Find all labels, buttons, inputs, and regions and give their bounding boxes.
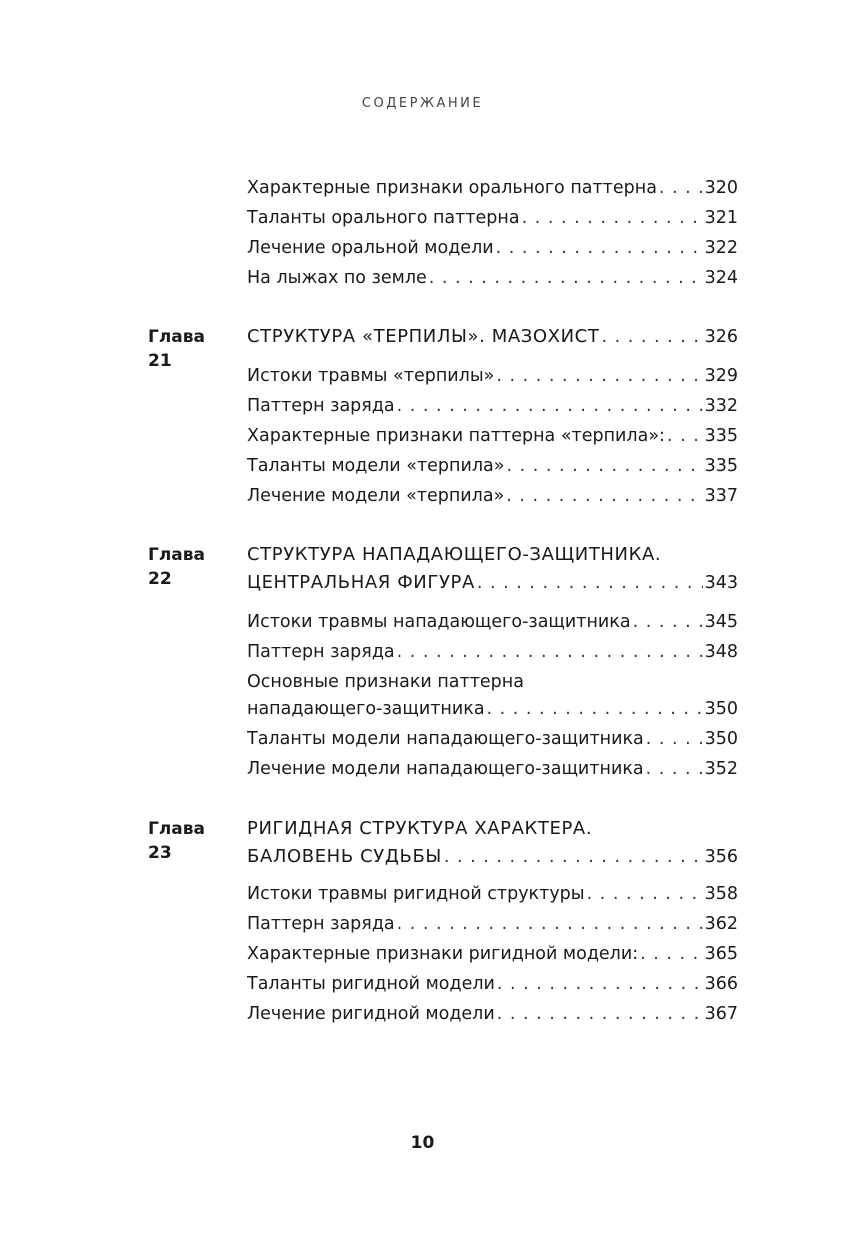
toc-entry-page: 365 [704, 944, 738, 964]
toc-entry-title: Таланты модели «терпила» [247, 456, 505, 476]
toc-entry[interactable] [247, 882, 738, 906]
toc-entry-page: 335 [704, 456, 738, 476]
leader-dots [496, 236, 703, 260]
toc-entry-page: 367 [704, 1004, 738, 1024]
page-number: 10 [410, 1133, 435, 1153]
toc-entry-page: 329 [704, 366, 738, 386]
toc-entry-title: Лечение оральной модели [247, 238, 494, 258]
leader-dots [646, 757, 703, 781]
chapter-title-line[interactable]: СТРУКТУРА НАПАДАЮЩЕГО-ЗАЩИТНИКА. [247, 544, 662, 565]
toc-entry-page: 322 [704, 238, 738, 258]
chapter-heading[interactable] [247, 571, 738, 595]
toc-entry[interactable] [247, 364, 738, 388]
toc-entry-page: 366 [704, 974, 738, 994]
leader-dots [506, 454, 702, 478]
toc-entry-page: 321 [704, 208, 738, 228]
toc-entry[interactable] [247, 942, 738, 966]
toc-entry-page: 358 [704, 884, 738, 904]
toc-entry-title: Паттерн заряда [247, 396, 395, 416]
toc-entry[interactable] [247, 454, 738, 478]
toc-entry[interactable] [247, 394, 738, 418]
leader-dots [397, 912, 703, 936]
leader-dots [496, 364, 702, 388]
toc-entry[interactable] [247, 697, 738, 721]
leader-dots [497, 972, 703, 996]
leader-dots [444, 845, 703, 869]
chapter-heading[interactable] [247, 845, 738, 869]
toc-entry-page: 335 [704, 426, 738, 446]
leader-dots [497, 1002, 703, 1026]
toc-entry[interactable] [247, 424, 738, 448]
leader-dots [397, 640, 703, 664]
toc-entry-page: 332 [704, 396, 738, 416]
toc-entry-title: Истоки травмы «терпилы» [247, 366, 495, 386]
chapter-page: 326 [704, 327, 738, 347]
chapter-page: 343 [704, 573, 738, 593]
toc-entry-title-line[interactable]: Основные признаки паттерна [247, 672, 524, 692]
toc-entry-page: 350 [704, 729, 738, 749]
toc-entry[interactable] [247, 266, 738, 290]
toc-entry[interactable] [247, 206, 738, 230]
chapter-title: ЦЕНТРАЛЬНАЯ ФИГУРА [247, 572, 475, 593]
leader-dots [522, 206, 703, 230]
leader-dots [477, 571, 703, 595]
leader-dots [659, 176, 703, 200]
toc-entry-title: Характерные признаки ригидной модели: [247, 944, 639, 964]
leader-dots [429, 266, 703, 290]
chapter-label: Глава 22 [148, 545, 205, 589]
leader-dots [640, 942, 702, 966]
toc-entry-title: Истоки травмы нападающего-защитника [247, 612, 631, 632]
toc-entry-title: Лечение модели «терпила» [247, 486, 505, 506]
toc-entry[interactable] [247, 236, 738, 260]
toc-entry-page: 348 [704, 642, 738, 662]
toc-entry-page: 362 [704, 914, 738, 934]
chapter-label: Глава 21 [148, 327, 205, 371]
toc-entry[interactable] [247, 727, 738, 751]
chapter-label: Глава 23 [148, 819, 205, 863]
toc-entry-title: Характерные признаки паттерна «терпила»: [247, 426, 665, 446]
toc-entry-title: Характерные признаки орального паттерна [247, 178, 657, 198]
leader-dots [667, 424, 703, 448]
toc-entry[interactable] [247, 640, 738, 664]
toc-entry-title: нападающего-защитника [247, 699, 485, 719]
toc-entry-title: Лечение модели нападающего-защитника [247, 759, 644, 779]
toc-entry-title: Таланты модели нападающего-защитника [247, 729, 644, 749]
toc-entry-page: 350 [704, 699, 738, 719]
toc-entry-page: 337 [704, 486, 738, 506]
leader-dots [587, 882, 703, 906]
leader-dots [397, 394, 703, 418]
toc-entry-page: 345 [704, 612, 738, 632]
toc-entry-title: Лечение ригидной модели [247, 1004, 495, 1024]
leader-dots [633, 610, 703, 634]
toc-entry-title: Таланты ригидной модели [247, 974, 495, 994]
leader-dots [506, 484, 702, 508]
toc-entry[interactable] [247, 972, 738, 996]
toc-entry-title: Таланты орального паттерна [247, 208, 520, 228]
chapter-title: СТРУКТУРА «ТЕРПИЛЫ». МАЗОХИСТ [247, 326, 600, 347]
chapter-title-line[interactable]: РИГИДНАЯ СТРУКТУРА ХАРАКТЕРА. [247, 818, 593, 839]
toc-entry-title: На лыжах по земле [247, 268, 427, 288]
toc-entry[interactable] [247, 484, 738, 508]
toc-entry[interactable] [247, 1002, 738, 1026]
leader-dots [601, 325, 702, 349]
toc-entry-title: Паттерн заряда [247, 642, 395, 662]
chapter-title: БАЛОВЕНЬ СУДЬБЫ [247, 846, 442, 867]
toc-entry-title: Паттерн заряда [247, 914, 395, 934]
toc-entry-title: Истоки травмы ригидной структуры [247, 884, 585, 904]
toc-entry-page: 324 [704, 268, 738, 288]
toc-entry-page: 352 [704, 759, 738, 779]
toc-entry[interactable] [247, 610, 738, 634]
leader-dots [487, 697, 703, 721]
leader-dots [646, 727, 703, 751]
chapter-page: 356 [704, 847, 738, 867]
running-head: СОДЕРЖАНИЕ [361, 96, 484, 111]
toc-entry[interactable] [247, 757, 738, 781]
toc-entry-page: 320 [704, 178, 738, 198]
toc-entry[interactable] [247, 176, 738, 200]
toc-entry[interactable] [247, 912, 738, 936]
chapter-heading[interactable] [247, 325, 738, 349]
